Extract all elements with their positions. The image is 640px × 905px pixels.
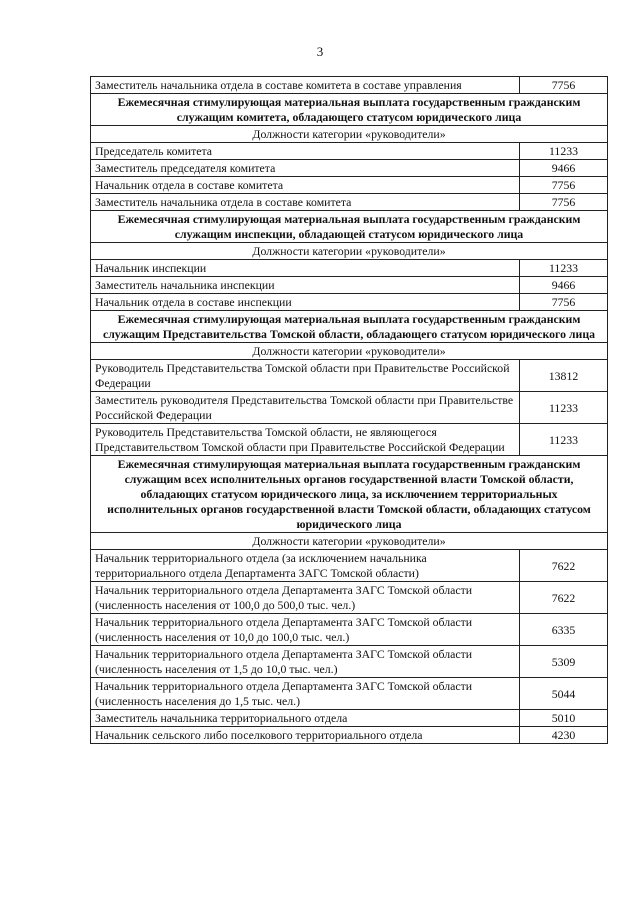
table-row	[91, 77, 608, 94]
table-row	[91, 614, 608, 646]
table-row	[91, 710, 608, 727]
amount-value: 11233	[520, 424, 608, 456]
section-heading-row	[91, 456, 608, 533]
table-row	[91, 194, 608, 211]
position-title: Председатель комитета	[91, 143, 520, 160]
position-title: Заместитель руководителя Представительства Томской области при Правительстве Российской Федерации	[91, 392, 520, 424]
position-title: Заместитель председателя комитета	[91, 160, 520, 177]
amount-value: 5309	[520, 646, 608, 678]
position-title: Начальник территориального отдела Департамента ЗАГС Томской области (численность населения от 10,0 до 100,0 тыс. чел.)	[91, 614, 520, 646]
section-heading: Ежемесячная стимулирующая материальная выплата государственным гражданским служащим инспекции, обладающей статусом юридического лица	[91, 211, 608, 243]
category-row	[91, 126, 608, 143]
amount-value: 5044	[520, 678, 608, 710]
table-row	[91, 143, 608, 160]
position-title: Заместитель начальника отдела в составе комитета в составе управления	[91, 77, 520, 94]
amount-value: 9466	[520, 277, 608, 294]
table-row	[91, 392, 608, 424]
position-title: Начальник сельского либо поселкового территориального отдела	[91, 727, 520, 744]
table-row	[91, 646, 608, 678]
position-title: Начальник отдела в составе комитета	[91, 177, 520, 194]
category-label: Должности категории «руководители»	[91, 533, 608, 550]
position-title: Начальник территориального отдела Департамента ЗАГС Томской области (численность населения до 1,5 тыс. чел.)	[91, 678, 520, 710]
position-title: Руководитель Представительства Томской области при Правительстве Российской Федерации	[91, 360, 520, 392]
category-row	[91, 343, 608, 360]
table-row	[91, 277, 608, 294]
section-heading-row	[91, 94, 608, 126]
amount-value: 7756	[520, 177, 608, 194]
amount-value: 13812	[520, 360, 608, 392]
category-label: Должности категории «руководители»	[91, 243, 608, 260]
category-label: Должности категории «руководители»	[91, 343, 608, 360]
amount-value: 7756	[520, 77, 608, 94]
amount-value: 9466	[520, 160, 608, 177]
amount-value: 6335	[520, 614, 608, 646]
table-row	[91, 727, 608, 744]
table-row	[91, 424, 608, 456]
amount-value: 11233	[520, 260, 608, 277]
section-heading-row	[91, 311, 608, 343]
section-heading: Ежемесячная стимулирующая материальная выплата государственным гражданским служащим всех исполнительных органов государственной власти Томской области, обладающих статусом юридического лица, за исключением территориальных исполнительных органов государственной власти Томской области, обладающих статусом юридического лица	[91, 456, 608, 533]
amount-value: 7622	[520, 582, 608, 614]
table-row	[91, 582, 608, 614]
amount-value: 5010	[520, 710, 608, 727]
table-row	[91, 260, 608, 277]
amount-value: 11233	[520, 392, 608, 424]
amount-value: 7756	[520, 194, 608, 211]
position-title: Начальник отдела в составе инспекции	[91, 294, 520, 311]
position-title: Начальник территориального отдела Департамента ЗАГС Томской области (численность населения от 100,0 до 500,0 тыс. чел.)	[91, 582, 520, 614]
amount-value: 7622	[520, 550, 608, 582]
section-heading-row	[91, 211, 608, 243]
allowance-table	[90, 76, 608, 744]
position-title: Начальник территориального отдела Департамента ЗАГС Томской области (численность населения от 1,5 до 10,0 тыс. чел.)	[91, 646, 520, 678]
section-heading: Ежемесячная стимулирующая материальная выплата государственным гражданским служащим Представительства Томской области, обладающего статусом юридического лица	[91, 311, 608, 343]
table-row	[91, 294, 608, 311]
amount-value: 11233	[520, 143, 608, 160]
position-title: Начальник территориального отдела (за исключением начальника территориального отдела Департамента ЗАГС Томской области)	[91, 550, 520, 582]
table-row	[91, 160, 608, 177]
position-title: Начальник инспекции	[91, 260, 520, 277]
position-title: Заместитель начальника отдела в составе комитета	[91, 194, 520, 211]
category-label: Должности категории «руководители»	[91, 126, 608, 143]
category-row	[91, 243, 608, 260]
amount-value: 7756	[520, 294, 608, 311]
amount-value: 4230	[520, 727, 608, 744]
table-row	[91, 678, 608, 710]
table-row	[91, 177, 608, 194]
page-number: 3	[316, 44, 324, 59]
category-row	[91, 533, 608, 550]
section-heading: Ежемесячная стимулирующая материальная выплата государственным гражданским служащим комитета, обладающего статусом юридического лица	[91, 94, 608, 126]
position-title: Заместитель начальника инспекции	[91, 277, 520, 294]
position-title: Руководитель Представительства Томской области, не являющегося Представительством Томской области при Правительстве Российской Федерации	[91, 424, 520, 456]
table-row	[91, 550, 608, 582]
position-title: Заместитель начальника территориального отдела	[91, 710, 520, 727]
table-row	[91, 360, 608, 392]
